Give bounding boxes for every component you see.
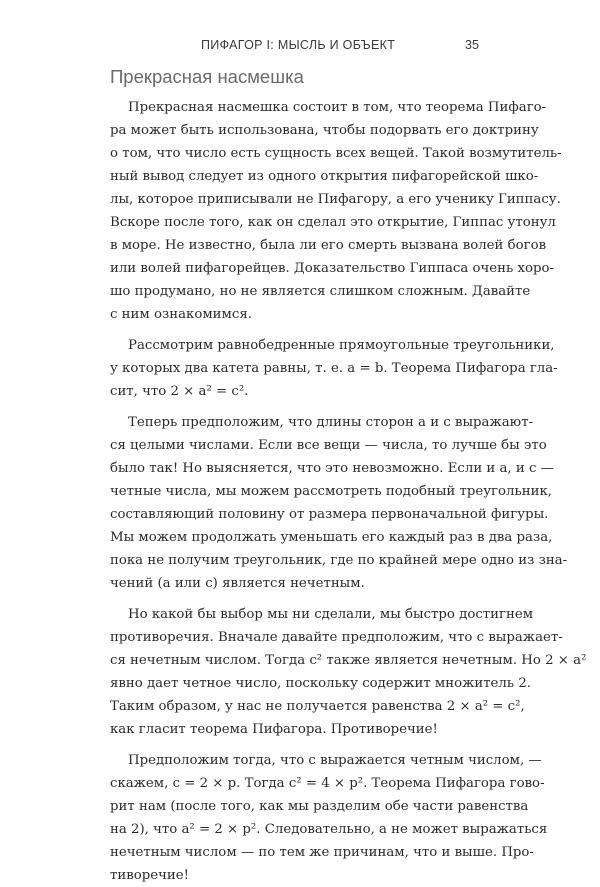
text-line: чений (a или c) является нечетным.	[110, 576, 365, 591]
text-line: сит, что 2 × a² = c².	[110, 384, 249, 399]
text-line: составляющий половину от размера первоначальной фигуры.	[110, 507, 549, 522]
text-line: на 2), что a² = 2 × p². Следовательно, a не может выражаться	[110, 822, 548, 837]
text-line: Теперь предположим, что длины сторон a и c выражают-	[128, 415, 534, 430]
text-line: ся целыми числами. Если все вещи — числа, то лучше бы это	[110, 438, 547, 453]
text-line: пока не получим треугольник, где по крайней мере одно из зна-	[110, 553, 568, 568]
text-line: с ним ознакомимся.	[110, 307, 252, 322]
text-line: было так! Но выясняется, что это невозможно. Если и a, и c —	[110, 461, 554, 476]
paragraph	[110, 603, 587, 741]
paragraph	[110, 749, 548, 887]
section-title: Прекрасная насмешка	[110, 66, 304, 87]
page-number: 35	[465, 38, 479, 52]
text-line: ный вывод следует из одного открытия пифагорейской шко-	[110, 169, 539, 184]
text-line: Таким образом, у нас не получается равенства 2 × a² = c²,	[110, 699, 525, 714]
text-line: или волей пифагорейцев. Доказательство Гиппаса очень хоро-	[110, 261, 555, 276]
text-line: у которых два катета равны, т. е. a = b. Теорема Пифагора гла-	[110, 361, 558, 376]
body-text	[110, 96, 587, 887]
text-line: Вскоре после того, как он сделал это открытие, Гиппас утонул	[110, 215, 556, 230]
text-line: о том, что число есть сущность всех вещей. Такой возмутитель-	[110, 146, 562, 161]
text-line: ся нечетным числом. Тогда c² также является нечетным. Но 2 × a²	[110, 653, 587, 668]
text-line: скажем, c = 2 × p. Тогда c² = 4 × p². Теорема Пифагора гово-	[110, 776, 545, 791]
text-line: тиворечие!	[110, 868, 189, 883]
text-line: нечетным числом — по тем же причинам, что и выше. Про-	[110, 845, 534, 860]
text-line: Мы можем продолжать уменьшать его каждый раз в два раза,	[110, 530, 553, 545]
paragraph	[110, 411, 568, 595]
paragraph	[110, 334, 558, 403]
text-line: Прекрасная насмешка состоит в том, что теорема Пифаго-	[128, 100, 547, 115]
text-line: лы, которое приписывали не Пифагору, а его ученику Гиппасу.	[110, 192, 561, 207]
text-line: шо продумано, но не является слишком сложным. Давайте	[110, 284, 531, 299]
chapter-title: ПИФАГОР I: МЫСЛЬ И ОБЪЕКТ	[201, 38, 396, 52]
running-head	[0, 38, 600, 58]
text-line: Рассмотрим равнобедренные прямоугольные треугольники,	[128, 338, 555, 353]
text-line: в море. Не известно, была ли его смерть вызвана волей богов	[110, 238, 547, 253]
text-line: как гласит теорема Пифагора. Противоречие!	[110, 722, 438, 737]
text-line: Предположим тогда, что c выражается четным числом, —	[128, 753, 542, 768]
text-line: ра может быть использована, чтобы подорвать его доктрину	[110, 123, 539, 138]
text-line: рит нам (после того, как мы разделим обе части равенства	[110, 799, 529, 814]
text-line: противоречия. Вначале давайте предположим, что c выражает-	[110, 630, 563, 645]
text-line: Но какой бы выбор мы ни сделали, мы быстро достигнем	[128, 607, 534, 622]
text-line: четные числа, мы можем рассмотреть подобный треугольник,	[110, 484, 552, 499]
text-line: явно дает четное число, поскольку содержит множитель 2.	[110, 676, 532, 691]
paragraph	[110, 96, 562, 326]
